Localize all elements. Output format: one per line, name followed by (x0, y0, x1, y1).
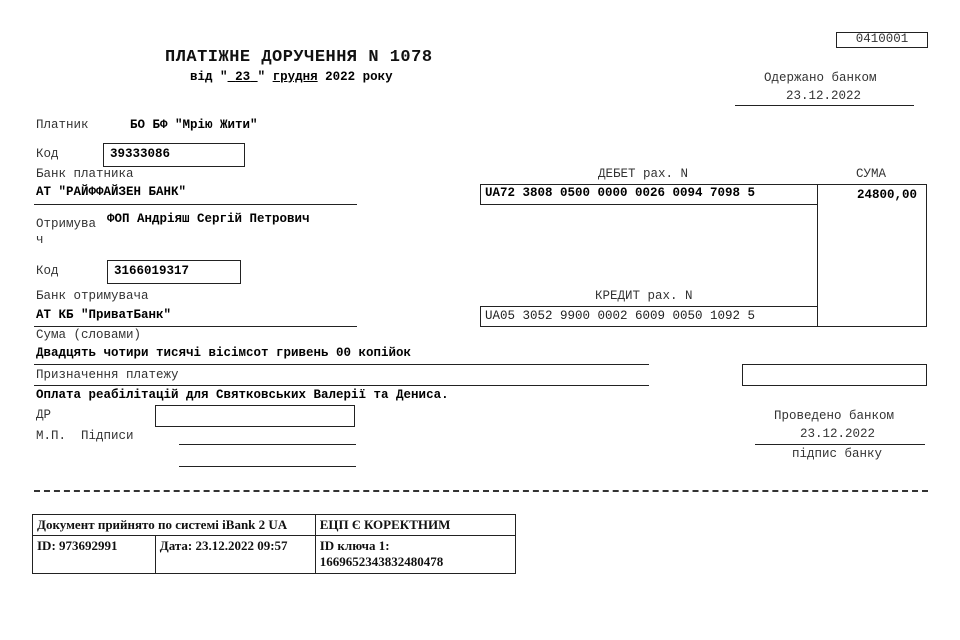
purpose-side-box (742, 364, 927, 386)
dr-box (155, 405, 355, 427)
page-title: ПЛАТІЖНЕ ДОРУЧЕННЯ N 1078 (165, 48, 433, 67)
stamp-row-details (33, 536, 516, 574)
sum-words-underline (34, 364, 649, 365)
recipient-code-box (107, 260, 241, 284)
stamp-key-value: 1669652343832480478 (319, 554, 444, 569)
stamp-date: Дата: 23.12.2022 09:57 (155, 536, 315, 574)
dr-label: ДР (36, 408, 52, 422)
sum-words-label: Сума (словами) (36, 328, 142, 342)
recipient-code-label: Код (36, 264, 59, 278)
debit-account-box (480, 184, 818, 205)
payer-code: 39333086 (110, 147, 171, 161)
bank-stamp-table (32, 514, 516, 574)
date-month: грудня (272, 70, 318, 84)
cut-line (34, 490, 928, 492)
date-prefix: від (190, 70, 213, 84)
purpose-label-underline (34, 385, 649, 386)
received-date: 23.12.2022 (786, 89, 862, 103)
stamp-accepted: Документ прийнято по системі iBank 2 UA (33, 515, 316, 536)
signature-line-2 (179, 466, 356, 467)
received-by-bank-label: Одержано банком (764, 71, 877, 85)
debit-account: UA72 3808 0500 0000 0026 0094 7098 5 (485, 186, 756, 200)
document-date (190, 70, 393, 84)
processed-underline (755, 444, 925, 445)
credit-label: КРЕДИТ рах. N (595, 289, 693, 303)
payer-code-box (103, 143, 245, 167)
payer-bank-name: АТ "РАЙФФАЙЗЕН БАНК" (36, 185, 187, 199)
date-quote-close: " (257, 70, 266, 84)
document-code-box (836, 32, 928, 48)
recipient-bank-label: Банк отримувача (36, 289, 149, 303)
stamp-ecp: ЕЦП Є КОРЕКТНИМ (315, 515, 515, 536)
signatures-label: М.П. Підписи (36, 429, 134, 443)
document-code: 0410001 (855, 32, 909, 46)
credit-account: UA05 3052 9900 0002 6009 0050 1092 5 (485, 309, 756, 323)
sum-right-line (926, 184, 927, 327)
processed-by-bank-label: Проведено банком (774, 409, 895, 423)
payer-bank-underline (34, 204, 357, 205)
processed-date: 23.12.2022 (800, 427, 876, 441)
recipient-bank-name: АТ КБ "ПриватБанк" (36, 308, 172, 322)
debit-label: ДЕБЕТ рах. N (598, 167, 689, 181)
bank-signature-label: підпис банку (792, 447, 883, 461)
recipient-bank-underline (34, 326, 357, 327)
sum-value: 24800,00 (857, 188, 918, 202)
recipient-name: ФОП Андріяш Сергій Петрович (107, 212, 310, 226)
sum-label: СУМА (856, 167, 887, 181)
signature-line-1 (179, 444, 356, 445)
date-year: 2022 року (325, 70, 393, 84)
payer-label: Платник (36, 118, 89, 132)
purpose-label: Призначення платежу (36, 368, 179, 382)
purpose-value: Оплата реабілітацій для Святковських Валерії та Дениса. (36, 388, 449, 402)
stamp-key (315, 536, 515, 574)
received-underline (735, 105, 914, 106)
sum-bottom-line (817, 326, 927, 327)
payer-name: БО БФ "Мрію Жити" (130, 118, 258, 132)
date-day: 23 (235, 70, 251, 84)
payer-code-label: Код (36, 147, 59, 161)
payer-bank-label: Банк платника (36, 167, 134, 181)
sum-top-line (817, 184, 927, 185)
sum-words-value: Двадцять чотири тисячі вісімсот гривень 00 копійок (36, 346, 412, 360)
credit-account-box (480, 306, 818, 327)
stamp-row-header (33, 515, 516, 536)
recipient-label: Отримува ч (36, 217, 97, 247)
recipient-code: 3166019317 (114, 264, 190, 278)
stamp-key-label: ID ключа 1: (319, 538, 390, 553)
stamp-id: ID: 973692991 (33, 536, 156, 574)
date-quote-open: " (220, 70, 228, 84)
